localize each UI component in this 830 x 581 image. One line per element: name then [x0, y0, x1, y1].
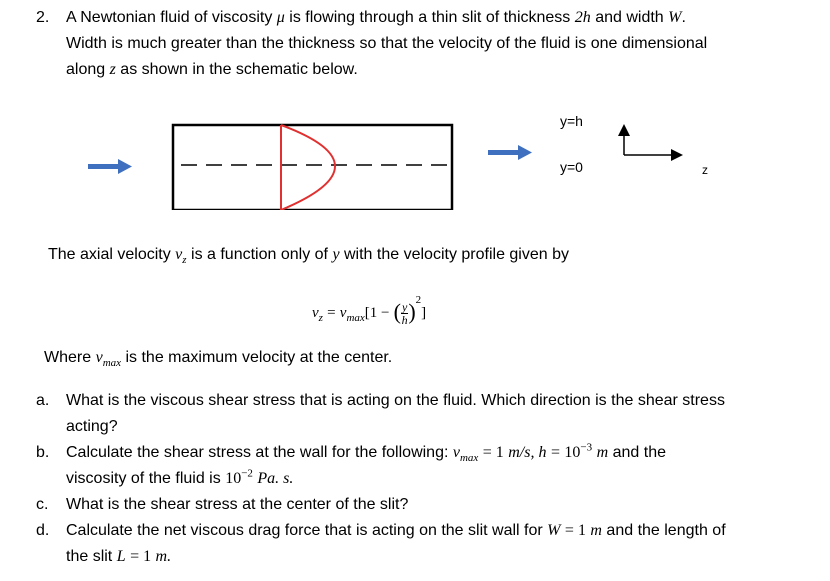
label-z: z: [702, 163, 708, 177]
intro-text: as shown in the schematic below.: [120, 61, 358, 78]
eq-bracket-open: [1 −: [364, 305, 390, 321]
question-b-text: Calculate the shear stress at the wall for the following:: [66, 444, 449, 461]
d-eq2: = 1: [130, 548, 152, 565]
vmax-symbol: v: [95, 349, 103, 366]
eq-vmax: v: [339, 305, 347, 321]
v-symbol: v: [175, 246, 183, 263]
question-b-text: viscosity of the fluid is: [66, 470, 221, 487]
question-b-line1: [66, 443, 666, 463]
v-subscript: z: [182, 254, 187, 267]
question-a-label: a.: [36, 392, 50, 409]
axial-text: is a function only of: [191, 246, 328, 263]
d-unit1: m: [590, 522, 602, 539]
label-y-0: y=0: [560, 159, 583, 175]
eq-frac-den: h: [401, 312, 408, 327]
intro-text: is flowing through a thin slit of thickness: [289, 9, 571, 26]
y-symbol: y: [332, 246, 340, 263]
mu-symbol: μ: [276, 9, 285, 26]
axes-icon: [624, 127, 680, 155]
b-vmax: v: [452, 444, 460, 461]
problem-number: 2.: [36, 9, 50, 26]
width-symbol: W: [668, 9, 682, 26]
eq-paren-close: ): [408, 299, 416, 324]
axial-text: The axial velocity: [48, 246, 171, 263]
question-b-text: and the: [612, 444, 666, 461]
intro-text: and width: [595, 9, 664, 26]
intro-text: along: [66, 61, 106, 78]
problem-intro-line1: [66, 8, 686, 28]
vmax-subscript: max: [102, 357, 122, 370]
thickness-symbol: 2h: [574, 9, 591, 26]
question-d-label: d.: [36, 522, 50, 539]
where-text: is the maximum velocity at the center.: [125, 349, 393, 366]
intro-text: A Newtonian fluid of viscosity: [66, 9, 273, 26]
question-b-line2: [66, 469, 293, 489]
slit-box: [173, 125, 452, 210]
question-c-label: c.: [36, 496, 49, 513]
b-exp1: −3: [580, 441, 593, 454]
axial-velocity-sentence: [48, 245, 569, 265]
velocity-profile-icon: [281, 125, 335, 210]
axial-text: with the velocity profile given by: [344, 246, 569, 263]
question-a-line1: What is the viscous shear stress that is acting on the fluid. Which direction is the shear stress: [66, 392, 725, 409]
eq-bracket-close: ]: [421, 305, 427, 321]
question-d-line1: [66, 521, 726, 541]
question-d-text: and the length of: [606, 522, 726, 539]
d-L: L: [116, 548, 126, 565]
b-eq1: = 1: [482, 444, 504, 461]
eq-equals: =: [327, 305, 336, 321]
question-d-line2: [66, 547, 171, 567]
question-c-text: What is the shear stress at the center of the slit?: [66, 496, 409, 513]
z-symbol: z: [109, 61, 116, 78]
b-ten2: 10: [225, 470, 242, 487]
b-ten: 10: [564, 444, 581, 461]
eq-v: v: [312, 305, 319, 321]
d-W: W: [547, 522, 561, 539]
question-d-text: the slit: [66, 548, 113, 565]
d-eq1: = 1: [564, 522, 586, 539]
eq-power: 2: [415, 294, 422, 306]
b-unit1: m/s, h: [508, 444, 547, 461]
label-y-h: y=h: [560, 113, 583, 129]
eq-paren-open: (: [393, 299, 401, 324]
question-d-text: Calculate the net viscous drag force that is acting on the slit wall for: [66, 522, 543, 539]
slit-schematic: [0, 100, 830, 210]
question-a-line2: acting?: [66, 418, 118, 435]
b-unit3: Pa. s.: [257, 470, 294, 487]
intro-text: .: [681, 9, 686, 26]
eq-sub: z: [318, 312, 323, 324]
b-unit2: m: [596, 444, 609, 461]
eq-frac-num: y: [401, 299, 408, 314]
inlet-arrow-icon: [88, 159, 132, 174]
problem-intro-line2: Width is much greater than the thickness so that the velocity of the fluid is one dimensional: [66, 35, 708, 52]
where-sentence: [44, 348, 392, 368]
b-exp2: −2: [241, 467, 253, 480]
outlet-arrow-icon: [488, 145, 532, 160]
b-eq2: =: [550, 444, 560, 461]
velocity-equation: [312, 294, 427, 327]
problem-intro-line3: [66, 60, 358, 80]
question-b-label: b.: [36, 444, 50, 461]
eq-vmax-sub: max: [346, 312, 365, 324]
b-vmax-sub: max: [459, 452, 479, 465]
d-unit2: m.: [155, 548, 172, 565]
where-text: Where: [44, 349, 92, 366]
